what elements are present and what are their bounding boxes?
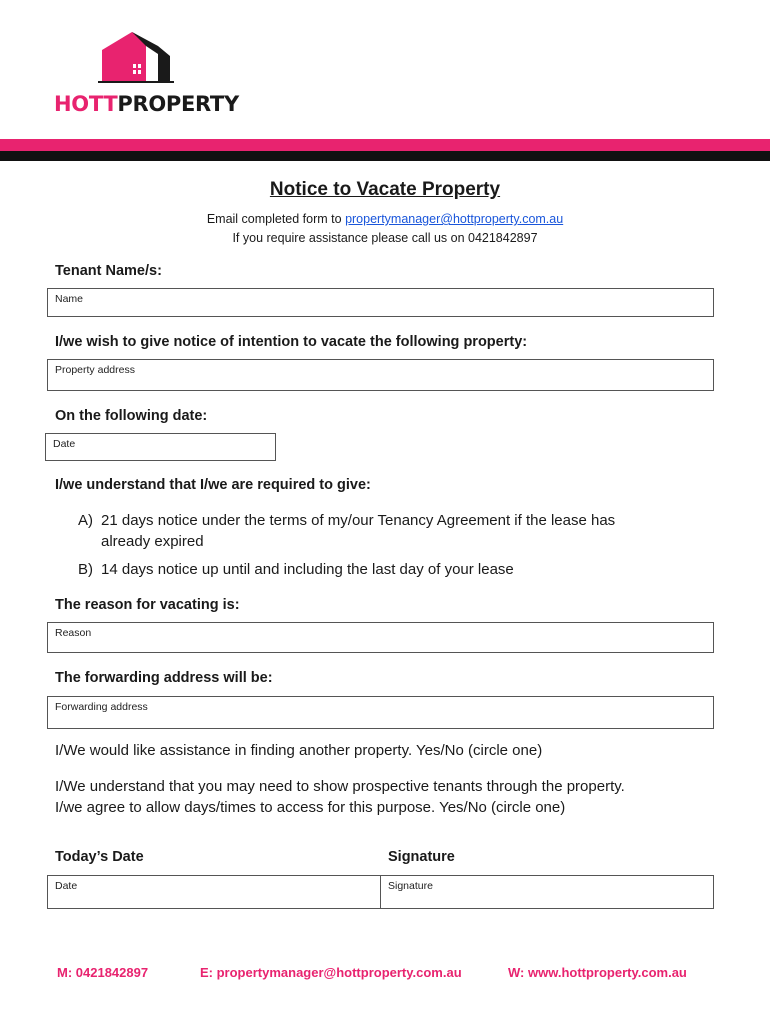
forwarding-address-field[interactable] xyxy=(47,696,714,729)
option-a-line2: already expired xyxy=(101,533,204,550)
reason-field[interactable] xyxy=(47,622,714,653)
logo-property: PROPERTY xyxy=(117,92,239,116)
page-title: Notice to Vacate Property xyxy=(269,179,501,200)
reason-label: The reason for vacating is: xyxy=(55,597,240,613)
assistance-statement: I/We would like assistance in finding another property. Yes/No (circle one) xyxy=(55,742,543,759)
show-statement-line2: I/we agree to allow days/times to access for this purpose. Yes/No (circle one) xyxy=(55,799,566,816)
vacate-date-placeholder: Date xyxy=(53,438,76,450)
show-statement-line1: I/We understand that you may need to show prospective tenants through the property. xyxy=(55,778,625,795)
option-a-line1: 21 days notice under the terms of my/our Tenancy Agreement if the lease has xyxy=(101,512,616,529)
logo-hott: HOTT xyxy=(54,92,118,116)
house-logo-icon xyxy=(98,28,174,84)
footer-email: E: propertymanager@hottproperty.com.au xyxy=(200,965,462,980)
date-label: On the following date: xyxy=(55,408,208,424)
header-pink-band xyxy=(0,139,770,151)
forwarding-address-placeholder: Forwarding address xyxy=(55,701,148,713)
tenant-name-placeholder: Name xyxy=(55,293,84,305)
option-b-text: 14 days notice up until and including the last day of your lease xyxy=(101,561,514,578)
vacate-date-field[interactable] xyxy=(45,433,276,461)
todays-date-field[interactable] xyxy=(47,875,381,909)
footer-mobile: M: 0421842897 xyxy=(57,965,149,980)
reason-placeholder: Reason xyxy=(55,627,92,639)
option-b-marker: B) xyxy=(78,561,93,578)
footer-web: W: www.hottproperty.com.au xyxy=(508,965,687,980)
logo-wordmark xyxy=(54,92,239,116)
email-prefix: Email completed form to xyxy=(206,212,346,226)
todays-date-label: Today’s Date xyxy=(55,849,144,865)
signature-placeholder: Signature xyxy=(388,880,433,892)
property-address-field[interactable] xyxy=(47,359,714,391)
tenant-label: Tenant Name/s: xyxy=(55,263,162,279)
tenant-name-field[interactable] xyxy=(47,288,714,317)
company-logo xyxy=(54,28,239,120)
signature-field[interactable] xyxy=(380,875,714,909)
forwarding-label: The forwarding address will be: xyxy=(55,670,273,686)
property-label: I/we wish to give notice of intention to vacate the following property: xyxy=(55,334,528,350)
assistance-text: If you require assistance please call us on 0421842897 xyxy=(232,231,538,245)
email-link[interactable]: propertymanager@hottproperty.com.au xyxy=(345,212,564,226)
option-a-marker: A) xyxy=(78,512,93,529)
email-instruction xyxy=(0,212,770,226)
signature-label: Signature xyxy=(388,849,455,865)
header-black-band xyxy=(0,151,770,161)
todays-date-placeholder: Date xyxy=(55,880,78,892)
property-address-placeholder: Property address xyxy=(55,364,135,376)
notice-label: I/we understand that I/we are required to give: xyxy=(55,477,371,493)
